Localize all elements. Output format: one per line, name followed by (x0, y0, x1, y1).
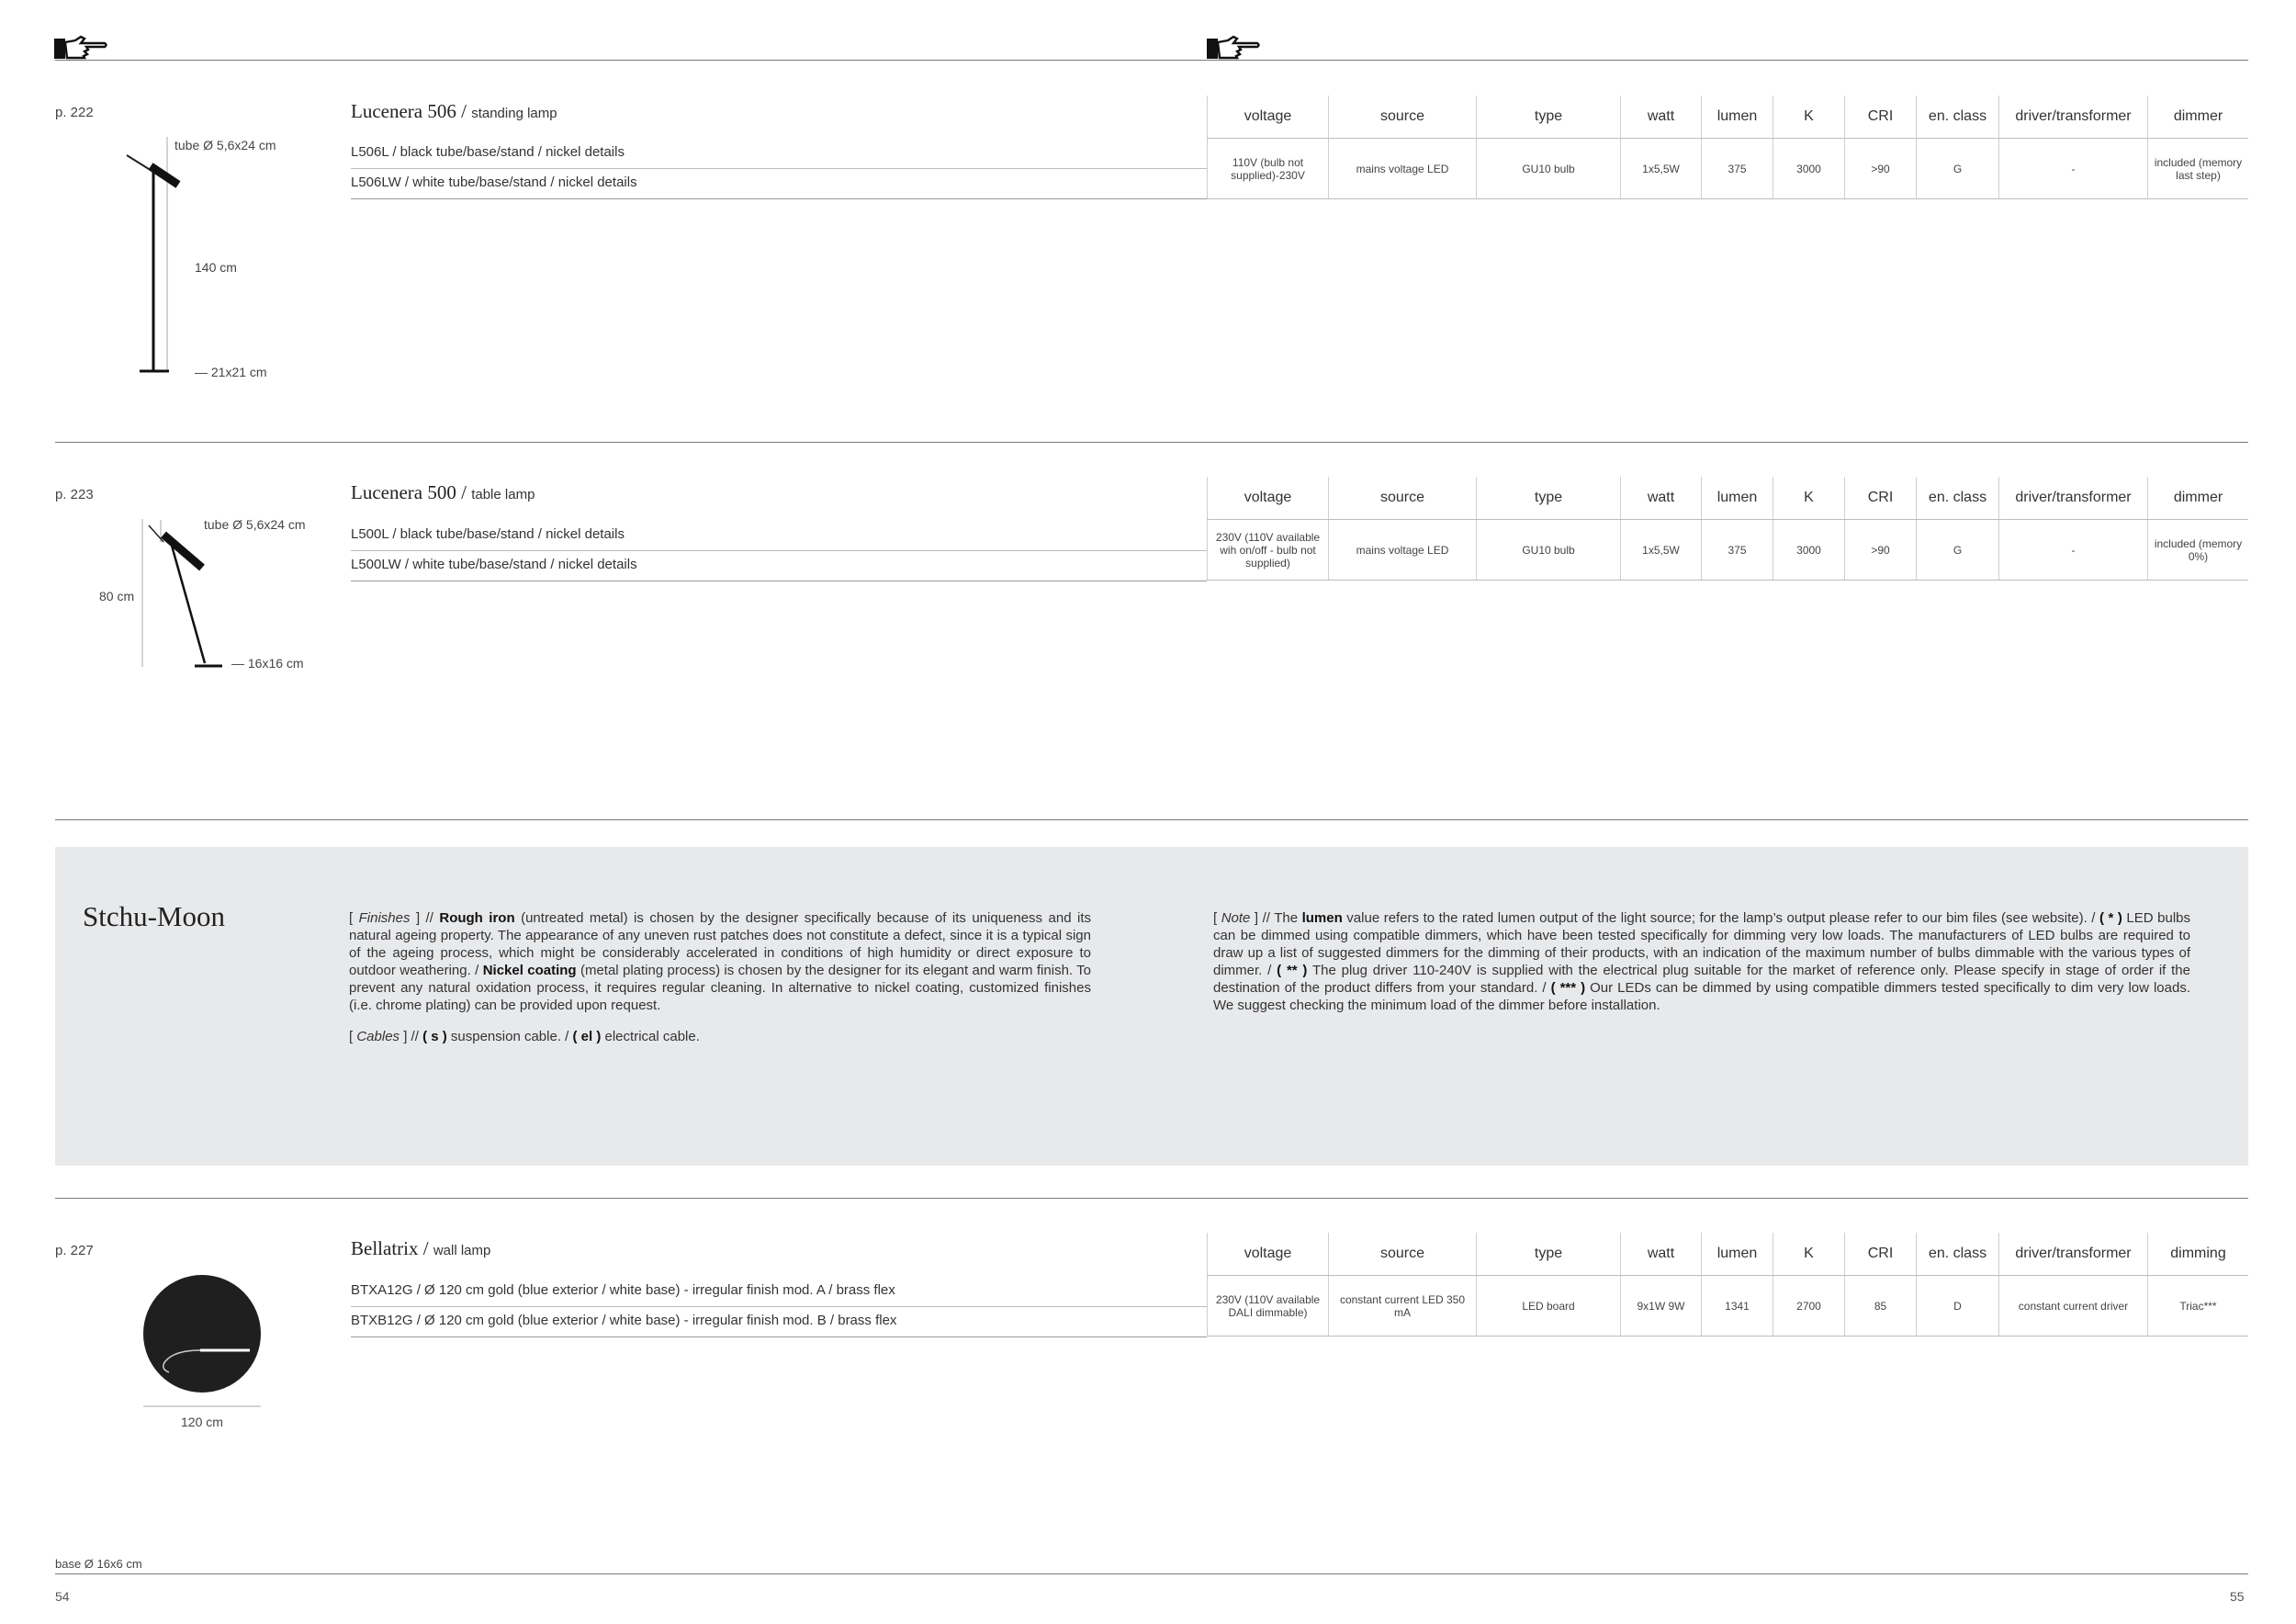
finishes-note: [ Finishes ] // Rough iron (untreated metal) is chosen by the designer specifically because of its uniqueness and its natural ageing property. The appearance of any uneven rust patches does not constitute a defect, since it is a typical sign of the ageing process, which might be considerably accelerated in conditions of high humidity or direct exposure to outdoor weathering. / Nickel coating (metal plating process) is chosen by the designer for its elegant and warm finish. To prevent any natural oxidation process, it requires regular cleaning. In alternative to nickel coating, customized finishes (i.e. chrome plating) can be provided upon request. (349, 910, 1092, 1013)
note-tag: Cables (356, 1029, 400, 1044)
dimension-value: 21x21 cm (210, 365, 267, 379)
note-separator: ] // The (1250, 910, 1302, 926)
highlight: ( el ) (572, 1029, 602, 1044)
spec-value: included (memory 0%) (2147, 520, 2248, 580)
spec-value: GU10 bulb (1476, 520, 1620, 580)
cables-note: [ Cables ] // ( s ) suspension cable. / ( el ) electrical cable. (349, 1029, 700, 1044)
spec-value: 375 (1701, 139, 1773, 198)
spec-value: 3000 (1773, 520, 1844, 580)
spec-value: G (1916, 520, 1998, 580)
wall-lamp-drawing (138, 1266, 266, 1413)
spec-header-row (1207, 96, 2248, 139)
spec-header: lumen (1701, 477, 1773, 519)
spec-value: 3000 (1773, 139, 1844, 198)
spec-header: CRI (1844, 1233, 1916, 1275)
spec-value: - (1998, 139, 2147, 198)
note-text: LED bulbs can be dimmed using compatible dimmers, which have been tested specifically for dimming very low loads. The manufacturers of LED bulbs are required to draw up a list of suggested dimmers for the dimming of their products, with an indication of the maximum number of bulbs dimmable with the various types of dimmer. / (1213, 910, 2190, 978)
product-name: Lucenera 500 (351, 481, 456, 503)
spec-value-row (1207, 1276, 2248, 1336)
spec-header: watt (1620, 477, 1701, 519)
note-separator: ] // (400, 1029, 423, 1044)
note-text: (untreated metal) is chosen by the designer specifically because of its uniqueness and its natural ageing property. The appearance of any uneven rust patches does not constitute a defect, since it is a typical sign of the ageing process, which might be considerably accelerated in conditions of high humidity or direct exposure to outdoor weathering. / (349, 910, 1091, 978)
spec-header: dimmer (2147, 477, 2248, 519)
note-tag: Finishes (358, 910, 411, 926)
spec-value: 1x5,5W (1620, 139, 1701, 198)
general-note: [ Note ] // The lumen value refers to the rated lumen output of the light source; for the lamp’s output please refer to our bim files (see website). / ( * ) LED bulbs can be dimmed using compatible dimmers, which have been tested specifically for dimming very low loads. The manufacturers of LED bulbs are required to draw up a list of suggested dimmers for the dimming of their products, with an indication of the maximum number of bulbs dimmable with the various types of dimmer. / ( ** ) The plug driver 110-240V is supplied with the electrical plug suitable for the market of reference only. Please specify in stage of order if the destination of the product differs from your standard. / ( *** ) Our LEDs can be dimmed by using compatible dimmers tested specifically to dim very low loads. We suggest checking the minimum load of the dimmer before installation. (1213, 910, 2190, 1013)
spec-header: en. class (1916, 96, 1998, 138)
spec-value: >90 (1844, 139, 1916, 198)
page-reference: p. 227 (55, 1243, 94, 1258)
variant-row: L506L / black tube/base/stand / nickel details (351, 139, 1207, 169)
spec-value: 1341 (1701, 1276, 1773, 1336)
top-rule (55, 60, 2248, 61)
spec-header-row (1207, 1233, 2248, 1276)
highlight: lumen (1301, 910, 1343, 926)
page-number-left: 54 (55, 1589, 70, 1604)
spec-header: driver/transformer (1998, 477, 2147, 519)
note-tag: Note (1221, 910, 1251, 926)
spec-value: 375 (1701, 520, 1773, 580)
spec-header: voltage (1207, 96, 1328, 138)
dimension-label: — 21x21 cm (195, 365, 267, 379)
note-text: The plug driver 110-240V is supplied with the electrical plug suitable for the market of reference only. Please specify in stage of order if the destination of the product differs from your standard. / (1213, 963, 2190, 996)
note-text: suspension cable. / (446, 1029, 573, 1044)
standing-lamp-drawing (119, 133, 202, 381)
dimension-label: tube Ø 5,6x24 cm (204, 517, 306, 532)
highlight: Rough iron (439, 910, 515, 926)
spec-value: mains voltage LED (1328, 139, 1476, 198)
spec-header: K (1773, 96, 1844, 138)
page-reference: p. 222 (55, 105, 94, 120)
highlight: ( * ) (2099, 910, 2122, 926)
spec-value: included (memory last step) (2147, 139, 2248, 198)
spec-value: Triac*** (2147, 1276, 2248, 1336)
product-title: Bellatrix / wall lamp (351, 1237, 491, 1259)
spec-value: constant current driver (1998, 1276, 2147, 1336)
spec-header: en. class (1916, 477, 1998, 519)
dimension-label: tube Ø 5,6x24 cm (174, 138, 276, 152)
spec-value: >90 (1844, 520, 1916, 580)
spec-value: 230V (110V available wih on/off - bulb not supplied) (1207, 520, 1328, 580)
highlight: Nickel coating (482, 963, 577, 978)
spec-table (1207, 1233, 2248, 1336)
spec-header: source (1328, 1233, 1476, 1275)
spec-header: dimmer (2147, 96, 2248, 138)
spec-value: LED board (1476, 1276, 1620, 1336)
product-category: table lamp (471, 487, 535, 502)
page-reference: p. 223 (55, 487, 94, 502)
spec-header: type (1476, 96, 1620, 138)
spec-value-row (1207, 520, 2248, 581)
spec-value: constant current LED 350 mA (1328, 1276, 1476, 1336)
spec-header: source (1328, 477, 1476, 519)
note-text: electrical cable. (601, 1029, 700, 1044)
page-number-right: 55 (2230, 1589, 2245, 1604)
spec-header: driver/transformer (1998, 96, 2147, 138)
spec-header: K (1773, 1233, 1844, 1275)
variant-row: BTXB12G / Ø 120 cm gold (blue exterior / white base) - irregular finish mod. B / brass flex (351, 1307, 1207, 1337)
spec-header: CRI (1844, 96, 1916, 138)
section-divider (55, 819, 2248, 820)
variant-row: L500L / black tube/base/stand / nickel details (351, 521, 1207, 551)
pointing-hand-icon (1206, 35, 1261, 61)
dimension-label: 140 cm (195, 260, 237, 275)
spec-table (1207, 96, 2248, 199)
spec-header: driver/transformer (1998, 1233, 2147, 1275)
pointing-hand-icon (53, 35, 108, 61)
spec-header: lumen (1701, 1233, 1773, 1275)
spec-table (1207, 477, 2248, 581)
spec-value: 110V (bulb not supplied)-230V (1207, 139, 1328, 198)
product-name: Lucenera 506 (351, 100, 456, 122)
product-title: Lucenera 500 / table lamp (351, 481, 535, 503)
spec-value: 9x1W 9W (1620, 1276, 1701, 1336)
spec-header: voltage (1207, 477, 1328, 519)
spec-header: source (1328, 96, 1476, 138)
spec-header: dimming (2147, 1233, 2248, 1275)
notes-panel (55, 847, 2248, 1166)
product-title: Lucenera 506 / standing lamp (351, 100, 557, 122)
dimension-label: 80 cm (99, 589, 135, 603)
note-text: value refers to the rated lumen output of the light source; for the lamp’s output please refer to our bim files (see website). / (1342, 910, 2099, 926)
spec-header: K (1773, 477, 1844, 519)
spec-header: lumen (1701, 96, 1773, 138)
variant-row: L506LW / white tube/base/stand / nickel details (351, 169, 1207, 199)
section-divider (55, 1198, 2248, 1199)
spec-header: CRI (1844, 477, 1916, 519)
highlight: ( ** ) (1277, 963, 1308, 978)
note-text: (metal plating process) is chosen by the designer for its elegant and warm finish. To prevent any natural oxidation process, it requires regular cleaning. In alternative to nickel coating, customized finishes (i.e. chrome plating) can be provided upon request. (349, 963, 1092, 1013)
variant-row: BTXA12G / Ø 120 cm gold (blue exterior / white base) - irregular finish mod. A / brass flex (351, 1277, 1207, 1307)
highlight: ( *** ) (1550, 980, 1586, 996)
spec-header-row (1207, 477, 2248, 520)
brand-name: Stchu-Moon (83, 900, 225, 932)
spec-value: D (1916, 1276, 1998, 1336)
table-lamp-drawing (138, 514, 230, 675)
spec-header: voltage (1207, 1233, 1328, 1275)
dimension-label: 120 cm (181, 1415, 223, 1429)
product-category: wall lamp (433, 1243, 491, 1258)
spec-value: 1x5,5W (1620, 520, 1701, 580)
spec-header: watt (1620, 96, 1701, 138)
spec-header: type (1476, 1233, 1620, 1275)
spec-header: type (1476, 477, 1620, 519)
spec-header: watt (1620, 1233, 1701, 1275)
dimension-value: 16x16 cm (247, 656, 304, 671)
note-separator: ] // (410, 910, 440, 926)
spec-value: - (1998, 520, 2147, 580)
spec-value: G (1916, 139, 1998, 198)
spec-header: en. class (1916, 1233, 1998, 1275)
section-divider (55, 442, 2248, 443)
spec-value-row (1207, 139, 2248, 199)
spec-value: 2700 (1773, 1276, 1844, 1336)
dimension-label: — 16x16 cm (231, 656, 304, 671)
footer-rule (55, 1573, 2248, 1574)
spec-value: GU10 bulb (1476, 139, 1620, 198)
product-name: Bellatrix (351, 1237, 419, 1259)
product-category: standing lamp (471, 106, 557, 121)
note-text: Our LEDs can be dimmed by using compatible dimmers tested specifically to dim very low loads. We suggest checking the minimum load of the dimmer before installation. (1213, 980, 2190, 1013)
spec-value: 230V (110V available DALI dimmable) (1207, 1276, 1328, 1336)
highlight: ( s ) (422, 1029, 447, 1044)
base-dimension-label: base Ø 16x6 cm (55, 1557, 142, 1571)
spec-value: mains voltage LED (1328, 520, 1476, 580)
variant-row: L500LW / white tube/base/stand / nickel details (351, 551, 1207, 581)
spec-value: 85 (1844, 1276, 1916, 1336)
